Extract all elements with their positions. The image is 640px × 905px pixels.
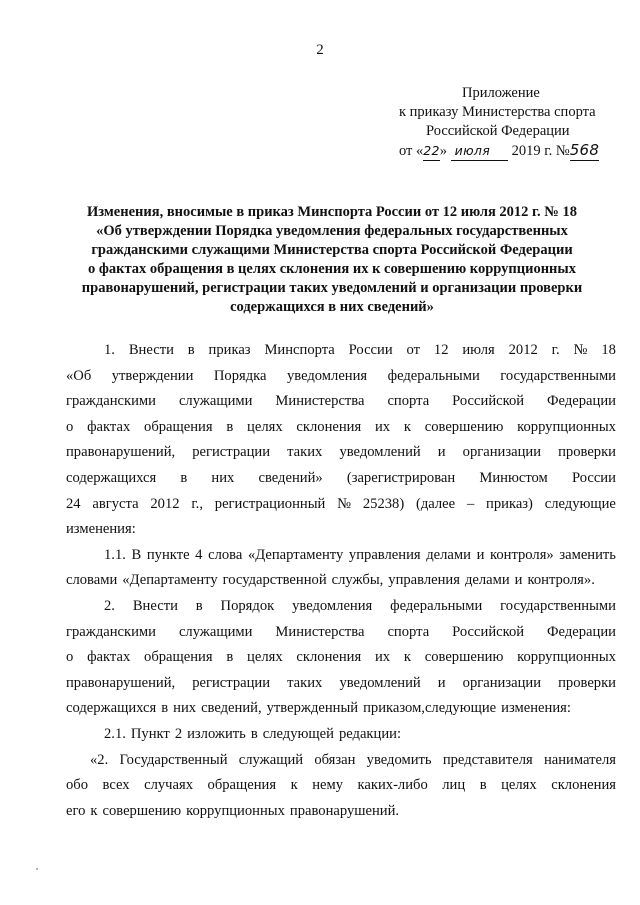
- word: и: [437, 444, 446, 461]
- word: «Департаменту: [247, 546, 344, 563]
- word: Федерации: [547, 623, 616, 640]
- word: государственными: [500, 367, 616, 384]
- word: федеральными: [387, 367, 480, 384]
- word: следующей: [262, 725, 334, 742]
- paragraph: [66, 594, 616, 722]
- word: организации: [462, 674, 542, 691]
- word: управления: [348, 546, 421, 563]
- word: Порядок: [220, 597, 275, 614]
- word: его: [66, 802, 86, 819]
- appendix-date-prefix: от «: [399, 143, 424, 159]
- word: содержащихся: [66, 700, 157, 717]
- paragraph: [66, 338, 616, 543]
- appendix-line-4: [380, 141, 620, 161]
- word: государственной: [222, 572, 327, 589]
- word: 2.: [104, 597, 115, 614]
- word: редакции:: [338, 725, 401, 742]
- word: правонарушений,: [66, 674, 176, 691]
- word: сведений,: [201, 700, 262, 717]
- word: №: [573, 342, 588, 358]
- word: и: [514, 572, 523, 589]
- text-line: [66, 748, 616, 774]
- word: пункте: [146, 546, 190, 563]
- word: правонарушений,: [66, 444, 176, 461]
- word: Внести: [128, 342, 174, 358]
- text-line: [66, 466, 616, 492]
- word: приказом,следующие: [363, 700, 497, 717]
- word: и: [476, 546, 485, 563]
- word: спорта: [387, 393, 430, 410]
- word: организации: [462, 444, 542, 461]
- word: обязан: [314, 751, 356, 768]
- word: «Департаменту: [122, 572, 218, 589]
- appendix-line-3: Российской Федерации: [426, 123, 570, 139]
- text-line: [66, 645, 616, 671]
- word: уведомления: [292, 597, 373, 614]
- word: Порядка: [213, 367, 267, 384]
- word: и: [437, 674, 446, 691]
- word: нему: [312, 777, 344, 794]
- word: 12: [433, 342, 449, 358]
- word: в: [226, 418, 234, 435]
- word: 2.1.: [104, 725, 126, 742]
- word: Пункт: [130, 725, 170, 742]
- word: контроля».: [527, 572, 595, 589]
- word: России: [348, 342, 393, 358]
- word: совершению: [424, 649, 504, 666]
- word: 4: [195, 546, 203, 563]
- word: склонения: [296, 418, 362, 435]
- word: них: [173, 700, 197, 717]
- word: (далее: [416, 495, 456, 512]
- word: России: [571, 469, 616, 486]
- word: к: [403, 418, 411, 435]
- word: содержащихся: [66, 469, 157, 486]
- word: федеральными: [390, 597, 483, 614]
- text-line: [66, 543, 616, 569]
- text-line: [66, 517, 616, 543]
- paragraph: [66, 543, 616, 594]
- word: Федерации: [547, 393, 616, 410]
- word: 2012: [150, 495, 180, 512]
- title-line: Изменения, вносимые в приказ Минспорта России от 12 июля 2012 г. № 18: [87, 204, 577, 220]
- word: сведений»: [258, 469, 323, 486]
- word: фактах: [87, 649, 131, 666]
- appendix-line-2: к приказу Министерства спорта: [399, 104, 596, 120]
- word: в: [195, 597, 203, 614]
- text-line: [66, 799, 616, 825]
- word: от: [406, 342, 421, 358]
- word: коррупционных: [517, 649, 616, 666]
- word: г.,: [191, 495, 203, 512]
- word: о: [66, 418, 74, 435]
- text-line: [66, 696, 616, 722]
- word: всех: [102, 777, 130, 794]
- word: о: [66, 649, 74, 666]
- word: обращения: [144, 418, 213, 435]
- word: уведомления: [286, 367, 368, 384]
- paragraph: [66, 748, 616, 825]
- appendix-order-number: 568: [569, 141, 600, 159]
- word: них: [211, 469, 235, 486]
- word: целях: [501, 777, 537, 794]
- word: В: [131, 546, 142, 563]
- title-line: о фактах обращения в целях склонения их к совершению коррупционных: [87, 261, 576, 277]
- document-title: [56, 203, 608, 317]
- word: целях: [247, 649, 283, 666]
- word: в: [479, 777, 487, 794]
- word: случаях: [144, 777, 193, 794]
- word: в: [226, 649, 234, 666]
- appendix-date-mid: »: [439, 143, 448, 159]
- word: спорта: [387, 623, 430, 640]
- page-number: 2: [316, 42, 324, 58]
- word: к: [90, 802, 98, 819]
- appendix-date-day: 22: [423, 141, 440, 161]
- word: гражданскими: [66, 623, 156, 640]
- word: Российской: [452, 393, 525, 410]
- word: Внести: [132, 597, 178, 614]
- word: лиц: [442, 777, 466, 794]
- word: обращения: [207, 777, 277, 794]
- paragraph: [66, 722, 616, 748]
- word: июля: [462, 342, 495, 358]
- word: склонения: [296, 649, 362, 666]
- text-line: [66, 671, 616, 697]
- document-body: [66, 338, 616, 824]
- word: приказ): [486, 495, 533, 512]
- word: заменить: [559, 546, 616, 563]
- title-line: правонарушений, регистрации таких уведомлений и организации проверки: [81, 280, 583, 296]
- word: каких-либо: [357, 777, 428, 794]
- word: №: [337, 495, 352, 512]
- word: совершению: [424, 418, 504, 435]
- word: Минспорта: [264, 342, 335, 358]
- word: склонения: [551, 777, 616, 794]
- word: фактах: [87, 418, 131, 435]
- word: 1.1.: [104, 546, 126, 563]
- word: правонарушений.: [289, 802, 400, 819]
- text-line: [66, 722, 616, 748]
- word: 2012: [508, 342, 538, 358]
- word: регистрации: [192, 444, 271, 461]
- word: к: [290, 777, 298, 794]
- word: 1.: [104, 342, 115, 358]
- word: коррупционных: [186, 802, 285, 819]
- word: нанимателя: [543, 751, 616, 768]
- word: государственными: [500, 597, 616, 614]
- word: коррупционных: [517, 418, 616, 435]
- word: делами: [464, 572, 510, 589]
- word: регистрационный: [214, 495, 326, 512]
- text-line: [66, 389, 616, 415]
- word: их: [374, 649, 391, 666]
- word: изменения:: [501, 700, 571, 717]
- word: их: [374, 418, 391, 435]
- title-line: гражданскими служащими Министерства спорта Российской Федерации: [91, 242, 573, 258]
- word: к: [403, 649, 411, 666]
- appendix-date-month: июля: [451, 141, 508, 161]
- word: в: [187, 342, 195, 358]
- word: словами: [66, 572, 118, 589]
- word: изменения:: [66, 521, 136, 538]
- word: представителя: [442, 751, 533, 768]
- word: обращения: [144, 649, 213, 666]
- word: управления: [388, 572, 460, 589]
- word: Минюстом: [479, 469, 548, 486]
- text-line: [66, 364, 616, 390]
- word: Государственный: [119, 751, 228, 768]
- text-line: [66, 594, 616, 620]
- word: контроля»: [490, 546, 554, 563]
- text-line: [66, 415, 616, 441]
- text-line: [66, 620, 616, 646]
- word: Министерства: [275, 623, 365, 640]
- word: утвержденный: [266, 700, 359, 717]
- text-line: [66, 338, 616, 364]
- word: 24: [66, 495, 81, 512]
- word: уведомлений: [339, 674, 421, 691]
- word: «2.: [90, 751, 109, 768]
- word: 18: [601, 342, 616, 358]
- word: –: [466, 495, 475, 512]
- word: таких: [287, 674, 323, 691]
- text-line: [66, 568, 616, 594]
- word: Российской: [452, 623, 525, 640]
- word: служащими: [178, 623, 253, 640]
- text-line: [66, 492, 616, 518]
- appendix-line-1: Приложение: [462, 85, 540, 101]
- word: уведомлений: [339, 444, 421, 461]
- word: службы,: [331, 572, 384, 589]
- word: целях: [247, 418, 283, 435]
- scan-speck: [36, 868, 38, 870]
- word: слова: [208, 546, 243, 563]
- word: «Об: [66, 367, 92, 384]
- word: в: [250, 725, 258, 742]
- word: г.: [551, 342, 560, 358]
- word: проверки: [558, 674, 616, 691]
- word: утверждении: [111, 367, 194, 384]
- word: приказ: [208, 342, 251, 358]
- word: регистрации: [192, 674, 271, 691]
- word: 25238): [362, 495, 405, 512]
- title-line: содержащихся в них сведений»: [230, 299, 434, 315]
- word: изложить: [187, 725, 246, 742]
- text-line: [66, 773, 616, 799]
- word: совершению: [102, 802, 182, 819]
- word: гражданскими: [66, 393, 156, 410]
- word: в: [180, 469, 188, 486]
- word: делами: [426, 546, 471, 563]
- appendix-block: [380, 84, 620, 161]
- text-line: [66, 440, 616, 466]
- word: августа: [92, 495, 139, 512]
- word: 2: [174, 725, 183, 742]
- word: служащими: [178, 393, 253, 410]
- word: служащий: [238, 751, 304, 768]
- word: уведомить: [366, 751, 432, 768]
- word: Министерства: [275, 393, 365, 410]
- word: обо: [66, 777, 89, 794]
- word: таких: [287, 444, 323, 461]
- word: проверки: [558, 444, 616, 461]
- appendix-date-year: 2019 г. №: [511, 143, 570, 159]
- word: следующие: [544, 495, 616, 512]
- title-line: «Об утверждении Порядка уведомления федеральных государственных: [96, 223, 568, 239]
- word: в: [161, 700, 169, 717]
- word: (зарегистрирован: [346, 469, 456, 486]
